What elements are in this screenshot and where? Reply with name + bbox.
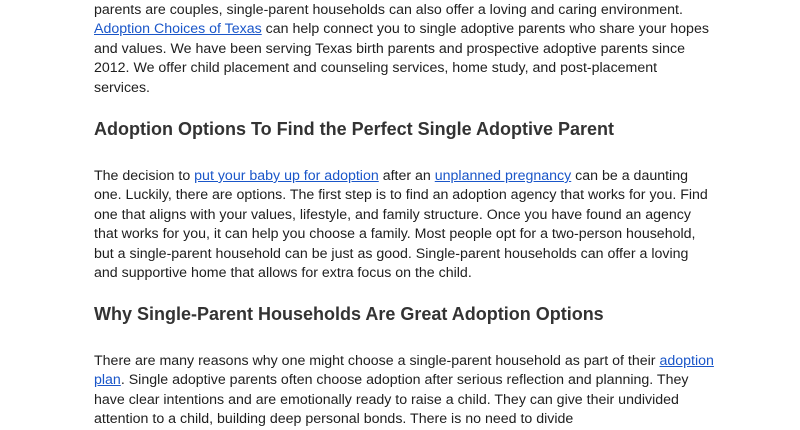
paragraph-text: after an xyxy=(378,168,435,184)
paragraph-intro xyxy=(94,1,714,98)
paragraph-reasons xyxy=(94,352,714,430)
paragraph-text: can help connect you to single adoptive parents who share your hopes and values. We have been serving Texas birth parents and prospective adoptive parents since 2012. We offer child placement and counseling services, home study, and post-placement services. xyxy=(94,21,709,96)
paragraph-text: There are many reasons why one might choose a single-parent household as part of their xyxy=(94,353,660,369)
link-adoption-plan[interactable]: adoption plan xyxy=(94,353,714,389)
paragraph-text: parents are couples, single-parent households can also offer a loving and caring environment. xyxy=(94,2,683,18)
section-heading-adoption-options: Adoption Options To Find the Perfect Single Adoptive Parent xyxy=(94,119,615,139)
paragraph-text: The decision to xyxy=(94,168,195,184)
paragraph-decision xyxy=(94,167,714,283)
link-adoption-choices-of-texas[interactable]: Adoption Choices of Texas xyxy=(94,21,262,38)
paragraph-text: . Single adoptive parents often choose adoption after serious reflection and planning. They have clear intentions and are emotionally ready to raise a child. They can give their undivided attention to a child, building deep personal bonds. There is no need to divide xyxy=(94,372,689,428)
paragraph-text: can be a daunting one. Luckily, there are options. The first step is to find an adoption agency that works for you. Find one that aligns with your values, lifestyle, and family structure. Once you have found an agency that works for you, it can help you choose a family. Most people opt for a two-person household, but a single-parent household can be just as good. Single-parent households can offer a loving and supportive home that allows for extra focus on the child. xyxy=(94,168,708,282)
link-put-baby-up-for-adoption[interactable]: put your baby up for adoption xyxy=(194,168,379,184)
link-unplanned-pregnancy[interactable]: unplanned pregnancy xyxy=(434,168,572,184)
section-heading-why-single-parent: Why Single-Parent Households Are Great Adoption Options xyxy=(94,304,604,324)
